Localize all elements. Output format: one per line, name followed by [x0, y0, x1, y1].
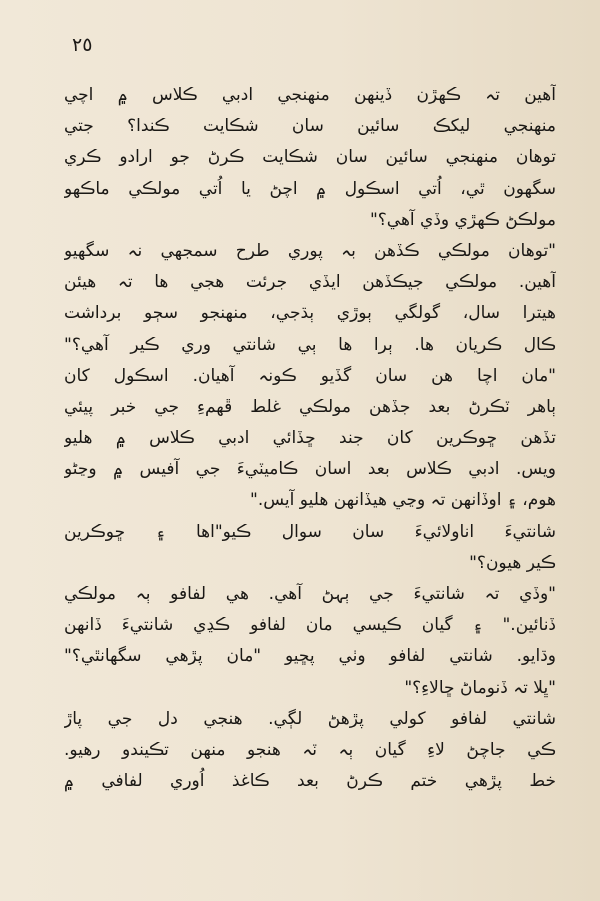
- text-line: "وڏي تہ شانتيءَ جي ٻہڻ آهي. هي لفافو ٻہ مولڪي: [64, 584, 556, 604]
- text-line: منهنجي ليکڪ سائين سان شڪايت ڪندا؟ جتي: [64, 116, 556, 137]
- text-line: هوم، ۽ اوڏانهن تہ وڃي هيڏانهن هليو آيس.": [250, 490, 556, 511]
- text-line: "ڀلا تہ ڏنوماڻ ڇالاءِ؟": [404, 677, 556, 698]
- text-line: توهان منهنجي سائين سان شڪايت ڪرڻ جو ارادو ڪري: [64, 147, 556, 168]
- text-line: شانتيءَ اناولائيءَ سان سوال ڪيو"اها ۽ ڇوڪرين: [64, 521, 556, 542]
- text-line: هيترا سال، گولگي ٻوڙي ٻڌجي، منهنجو سڄو برداشت: [64, 303, 556, 324]
- text-line: ڪي جاچڻ لاءِ گيان ٻہ ٽہ هنجو منهن تڪيندو رهيو.: [64, 739, 556, 760]
- text-line: "توهان مولڪي ڪڏهن بہ پوري طرح سمجهي نہ سگهيو: [64, 240, 556, 261]
- text-line: "مان اچا هن سان گڏيو ڪونہ آهيان. اسڪول کان: [64, 365, 556, 386]
- text-line: آهين تہ ڪهڙن ڏينهن منهنجي ادبي ڪلاس ۾ اچي: [64, 85, 556, 105]
- text-line: ڪير هيون؟": [469, 552, 556, 573]
- text-line: آهين. مولڪي جيڪڏهن ايڏي جرئت هجي ها تہ هيئن: [64, 272, 556, 293]
- text-line: مولڪڻ ڪهڙي وڏي آهي؟": [369, 209, 556, 230]
- text-line: سگهون ٿي، اُتي اسڪول ۾ اچڻ يا اُتي مولڪي ماڪهو: [64, 178, 556, 199]
- text-line: ڪال ڪريان ها. ٻرا ها ٻي شانتي وري ڪير آهي؟": [64, 334, 556, 355]
- text-line: ڏنائين." ۽ گيان ڪيسي مان لفافو ڪڍي شانتيءَ ڏانهن: [64, 615, 556, 636]
- page-body-text: [64, 80, 556, 797]
- text-line: وڌايو. شانتي لفافو وٺي پڇيو "مان پڙهي سگهانٿي؟": [64, 646, 556, 667]
- page-number: ٢٥: [72, 34, 93, 56]
- text-line: شانتي لفافو کولي پڙهڻ لڳي. هنجي دل جي پاڙ: [64, 708, 556, 729]
- text-line: ويس. ادبي ڪلاس بعد اسان ڪاميٽيءَ جي آفيس ۾ وڃڻو: [64, 459, 556, 480]
- text-line: ٻاهر ٽڪرڻ بعد جڏهن مولڪي غلط ڦهمءِ جي خبر پيئي: [64, 396, 556, 417]
- text-line: تڏهن ڇوڪرين کان جند ڇڏائي ادبي ڪلاس ۾ هليو: [64, 428, 556, 449]
- text-line: خط پڙهي ختم ڪرڻ بعد ڪاغذ اُوري لفافي ۾: [64, 771, 556, 792]
